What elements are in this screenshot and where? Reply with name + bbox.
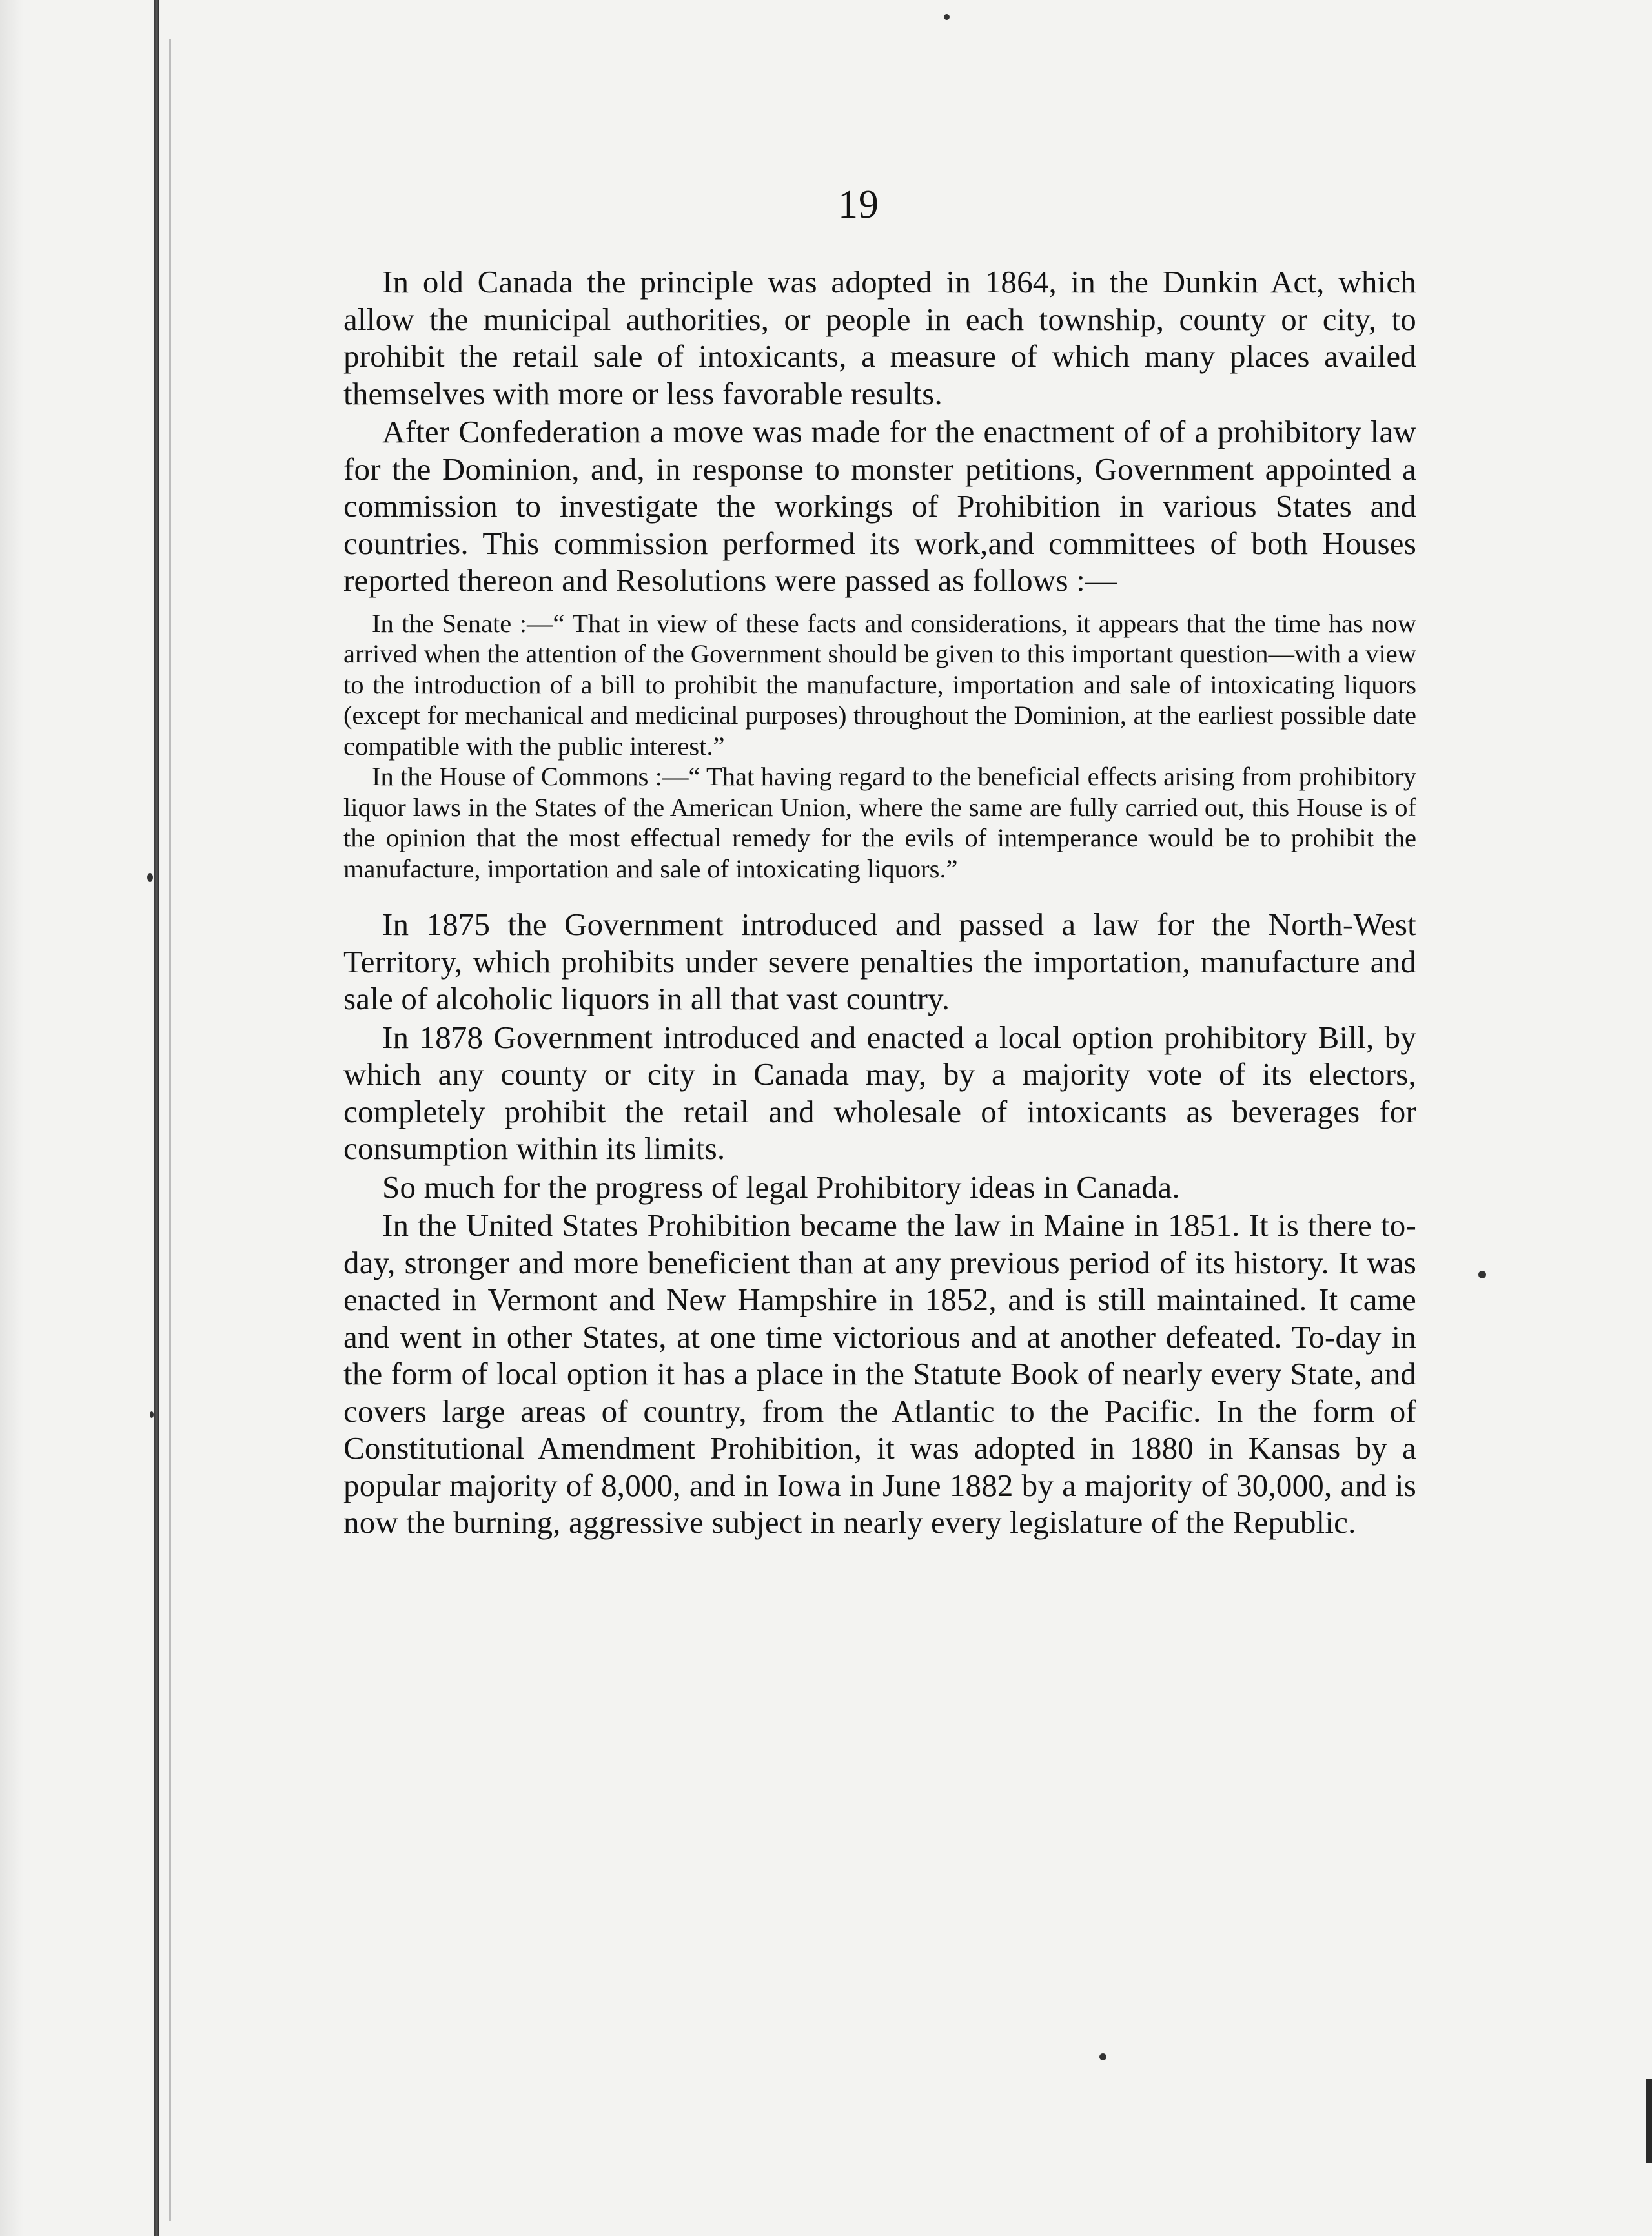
paragraph-united-states: In the United States Prohibition became the law in Maine in 1851. It is there to-day, stronger and more beneficient than at any previous period of its history. It was enacted in Vermont and New Hampshire in 1852, and is still maintained. It came and went in other States, at one time victorious and at another defeated. To-day in the form of local option it has a place in the Statute Book of nearly every State, and covers large areas of country, from the Atlantic to the Pacific. In the form of Constitutional Amendment Prohibition, it was adopted in 1880 in Kansas by a popular majority of 8,000, and in Iowa in June 1882 by a majority of 30,000, and is now the burning, aggressive subject in nearly every legislature of the Republic. [343,1207,1416,1540]
quote-commons-resolution: In the House of Commons :—“ That having regard to the beneficial effects arising from prohibitory liquor laws in the States of the American Union, where the same are fully carried out, this House is of the opinion that the most effectual remedy for the evils of intemperance would be to prohibit the manufacture, importation and sale of intoxicating liquors.” [343,762,1416,883]
paragraph-progress-canada: So much for the progress of legal Prohibitory ideas in Canada. [382,1169,1180,1205]
ink-speck [1099,2053,1106,2060]
page-number: 19 [838,183,879,227]
ink-speck [147,873,153,882]
ink-speck [944,14,950,20]
page-edge-line [154,0,159,2236]
paragraph-local-option-bill: In 1878 Government introduced and enacted a local option prohibitory Bill, by which any county or city in Canada may, by a majority vote of its electors, completely prohibit the retail and wholesale of intoxicants as beverages for consumption within its limits. [343,1019,1416,1166]
page-edge-shadow [169,39,171,2221]
page-binding-shadow [0,0,23,2236]
ink-speck [1478,1271,1486,1278]
body-text [343,263,1416,1541]
right-edge-mark [1646,2079,1652,2163]
ink-speck [150,1411,154,1418]
paragraph-dunkin-act: In old Canada the principle was adopted in 1864, in the Dunkin Act, which allow the municipal authorities, or people in each township, county or city, to prohibit the retail sale of intoxicants, a measure of which many places availed themselves with more or less favorable results. [343,264,1416,411]
paragraph-north-west-territory: In 1875 the Government introduced and passed a law for the North-West Territory, which prohibits under severe penalties the importation, manufacture and sale of alcoholic liquors in all that vast country. [343,907,1416,1016]
quote-senate-resolution: In the Senate :—“ That in view of these facts and considerations, it appears that the time has now arrived when the attention of the Government should be given to this important question—with a view to the introduction of a bill to prohibit the manufacture, importation and sale of intoxicating liquors (except for mechanical and medicinal purposes) throughout the Dominion, at the earliest possible date compatible with the public interest.” [343,608,1416,761]
paragraph-confederation: After Confederation a move was made for the enactment of of a prohibitory law for the Dominion, and, in response to monster petitions, Government appointed a commission to investigate the workings of Prohibition in various States and countries. This commission performed its work,and committees of both Houses reported thereon and Resolutions were passed as follows :— [343,414,1416,598]
